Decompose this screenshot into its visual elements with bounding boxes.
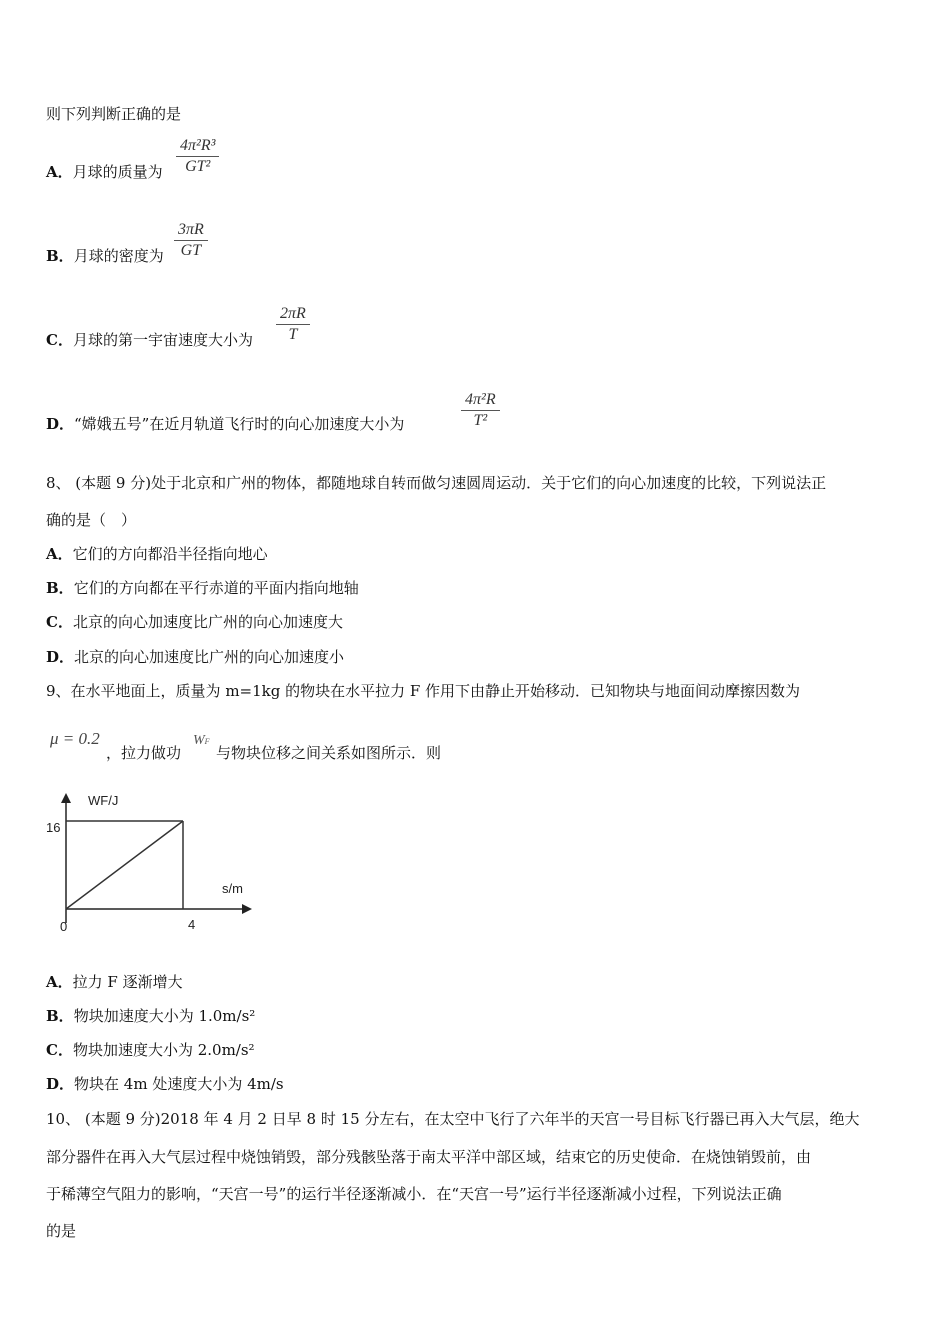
fraction-numerator: 4π²R bbox=[465, 391, 496, 408]
fraction-denominator: T bbox=[288, 326, 298, 343]
q8-option-a bbox=[46, 543, 268, 564]
option-text: 月球的第一宇宙速度大小为 bbox=[72, 331, 253, 349]
option-label: B． bbox=[46, 1007, 74, 1025]
q9-option-c bbox=[46, 1039, 255, 1060]
q8-option-c bbox=[46, 611, 343, 632]
q7-fraction-c bbox=[276, 304, 310, 345]
option-text: 物块在 4m 处速度大小为 4m/s bbox=[74, 1075, 284, 1093]
fraction-numerator: 4π²R³ bbox=[180, 137, 216, 154]
option-label: D． bbox=[46, 648, 75, 666]
option-text: 北京的向心加速度比广州的向心加速度小 bbox=[74, 648, 345, 666]
origin-label: 0 bbox=[60, 919, 68, 934]
x-axis-arrow bbox=[242, 904, 252, 914]
x-tick-label: 4 bbox=[188, 917, 196, 932]
option-label: D． bbox=[46, 415, 75, 433]
q9-stem-line2a: ，拉力做功 bbox=[106, 744, 182, 762]
option-label: A． bbox=[46, 163, 73, 181]
y-tick-label: 16 bbox=[46, 820, 61, 835]
data-line bbox=[66, 821, 183, 909]
q10-stem-line2: 部分器件在再入大气层过程中烧蚀销毁，部分残骸坠落于南太平洋中部区域，结束它的历史使命．在烧蚀销毁前，由 bbox=[46, 1148, 812, 1166]
option-label: D． bbox=[46, 1075, 75, 1093]
option-text: 北京的向心加速度比广州的向心加速度大 bbox=[72, 613, 343, 631]
option-text: 它们的方向都沿半径指向地心 bbox=[72, 545, 268, 563]
q7-fraction-a bbox=[176, 136, 219, 177]
q7-option-c bbox=[46, 329, 253, 350]
q8-stem-line2: 确的是（ ） bbox=[46, 511, 137, 529]
fraction-numerator: 2πR bbox=[280, 305, 306, 322]
mu-formula: μ = 0.2 bbox=[50, 729, 100, 748]
fraction-denominator: T² bbox=[473, 412, 488, 429]
option-text: 它们的方向都在平行赤道的平面内指向地轴 bbox=[73, 579, 359, 597]
q8-stem-line1: 8、 (本题 9 分)处于北京和广州的物体，都随地球自转而做匀速圆周运动．关于它们的向心加速度的比较，下列说法正 bbox=[46, 474, 827, 492]
q9-stem-line1: 9、在水平地面上，质量为 m=1kg 的物块在水平拉力 F 作用下由静止开始移动．已知物块与地面间动摩擦因数为 bbox=[46, 682, 801, 700]
option-text: “嫦娥五号”在近月轨道飞行时的向心加速度大小为 bbox=[74, 415, 405, 433]
fraction-denominator: GT bbox=[180, 242, 202, 259]
q7-option-d bbox=[46, 413, 404, 434]
option-text: 物块加速度大小为 2.0m/s² bbox=[72, 1041, 255, 1059]
q7-fraction-b bbox=[174, 220, 208, 261]
option-label: A． bbox=[46, 973, 73, 991]
q7-option-b bbox=[46, 245, 164, 266]
option-label: C． bbox=[46, 1041, 73, 1059]
option-label: A． bbox=[46, 545, 73, 563]
option-text: 月球的密度为 bbox=[73, 247, 164, 265]
q7-fraction-d bbox=[461, 390, 500, 431]
work-displacement-graph bbox=[40, 788, 260, 938]
q9-stem-line2b: 与物块位移之间关系如图所示．则 bbox=[216, 744, 442, 762]
q9-option-a bbox=[46, 971, 183, 992]
option-label: B． bbox=[46, 247, 74, 265]
y-axis-arrow bbox=[61, 793, 71, 803]
fraction-denominator: GT² bbox=[185, 158, 211, 175]
q10-stem-line3: 于稀薄空气阻力的影响，“天宫一号”的运行半径逐渐减小．在“天宫一号”运行半径逐渐减小过程，下列说法正确 bbox=[46, 1185, 782, 1203]
wf-subscript: F bbox=[204, 737, 210, 746]
fraction-numerator: 3πR bbox=[178, 221, 204, 238]
q9-option-d bbox=[46, 1073, 284, 1094]
wf-symbol bbox=[193, 733, 210, 749]
option-text: 物块加速度大小为 1.0m/s² bbox=[73, 1007, 256, 1025]
option-text: 拉力 F 逐渐增大 bbox=[72, 973, 183, 991]
q8-option-d bbox=[46, 646, 344, 667]
q8-option-b bbox=[46, 577, 359, 598]
option-label: C． bbox=[46, 613, 73, 631]
q7-option-a bbox=[46, 161, 163, 182]
q9-option-b bbox=[46, 1005, 255, 1026]
option-text: 月球的质量为 bbox=[72, 163, 163, 181]
q10-stem-line1: 10、 (本题 9 分)2018 年 4 月 2 日早 8 时 15 分左右，在太空中飞行了六年半的天宫一号目标飞行器已再入大气层，绝大 bbox=[46, 1110, 860, 1128]
q10-stem-line4: 的是 bbox=[46, 1222, 77, 1240]
option-label: B． bbox=[46, 579, 74, 597]
intro-text: 则下列判断正确的是 bbox=[46, 105, 182, 123]
option-label: C． bbox=[46, 331, 73, 349]
wf-letter: W bbox=[193, 733, 205, 748]
x-axis-label: s/m bbox=[222, 881, 243, 896]
y-axis-label: WF/J bbox=[88, 793, 119, 808]
